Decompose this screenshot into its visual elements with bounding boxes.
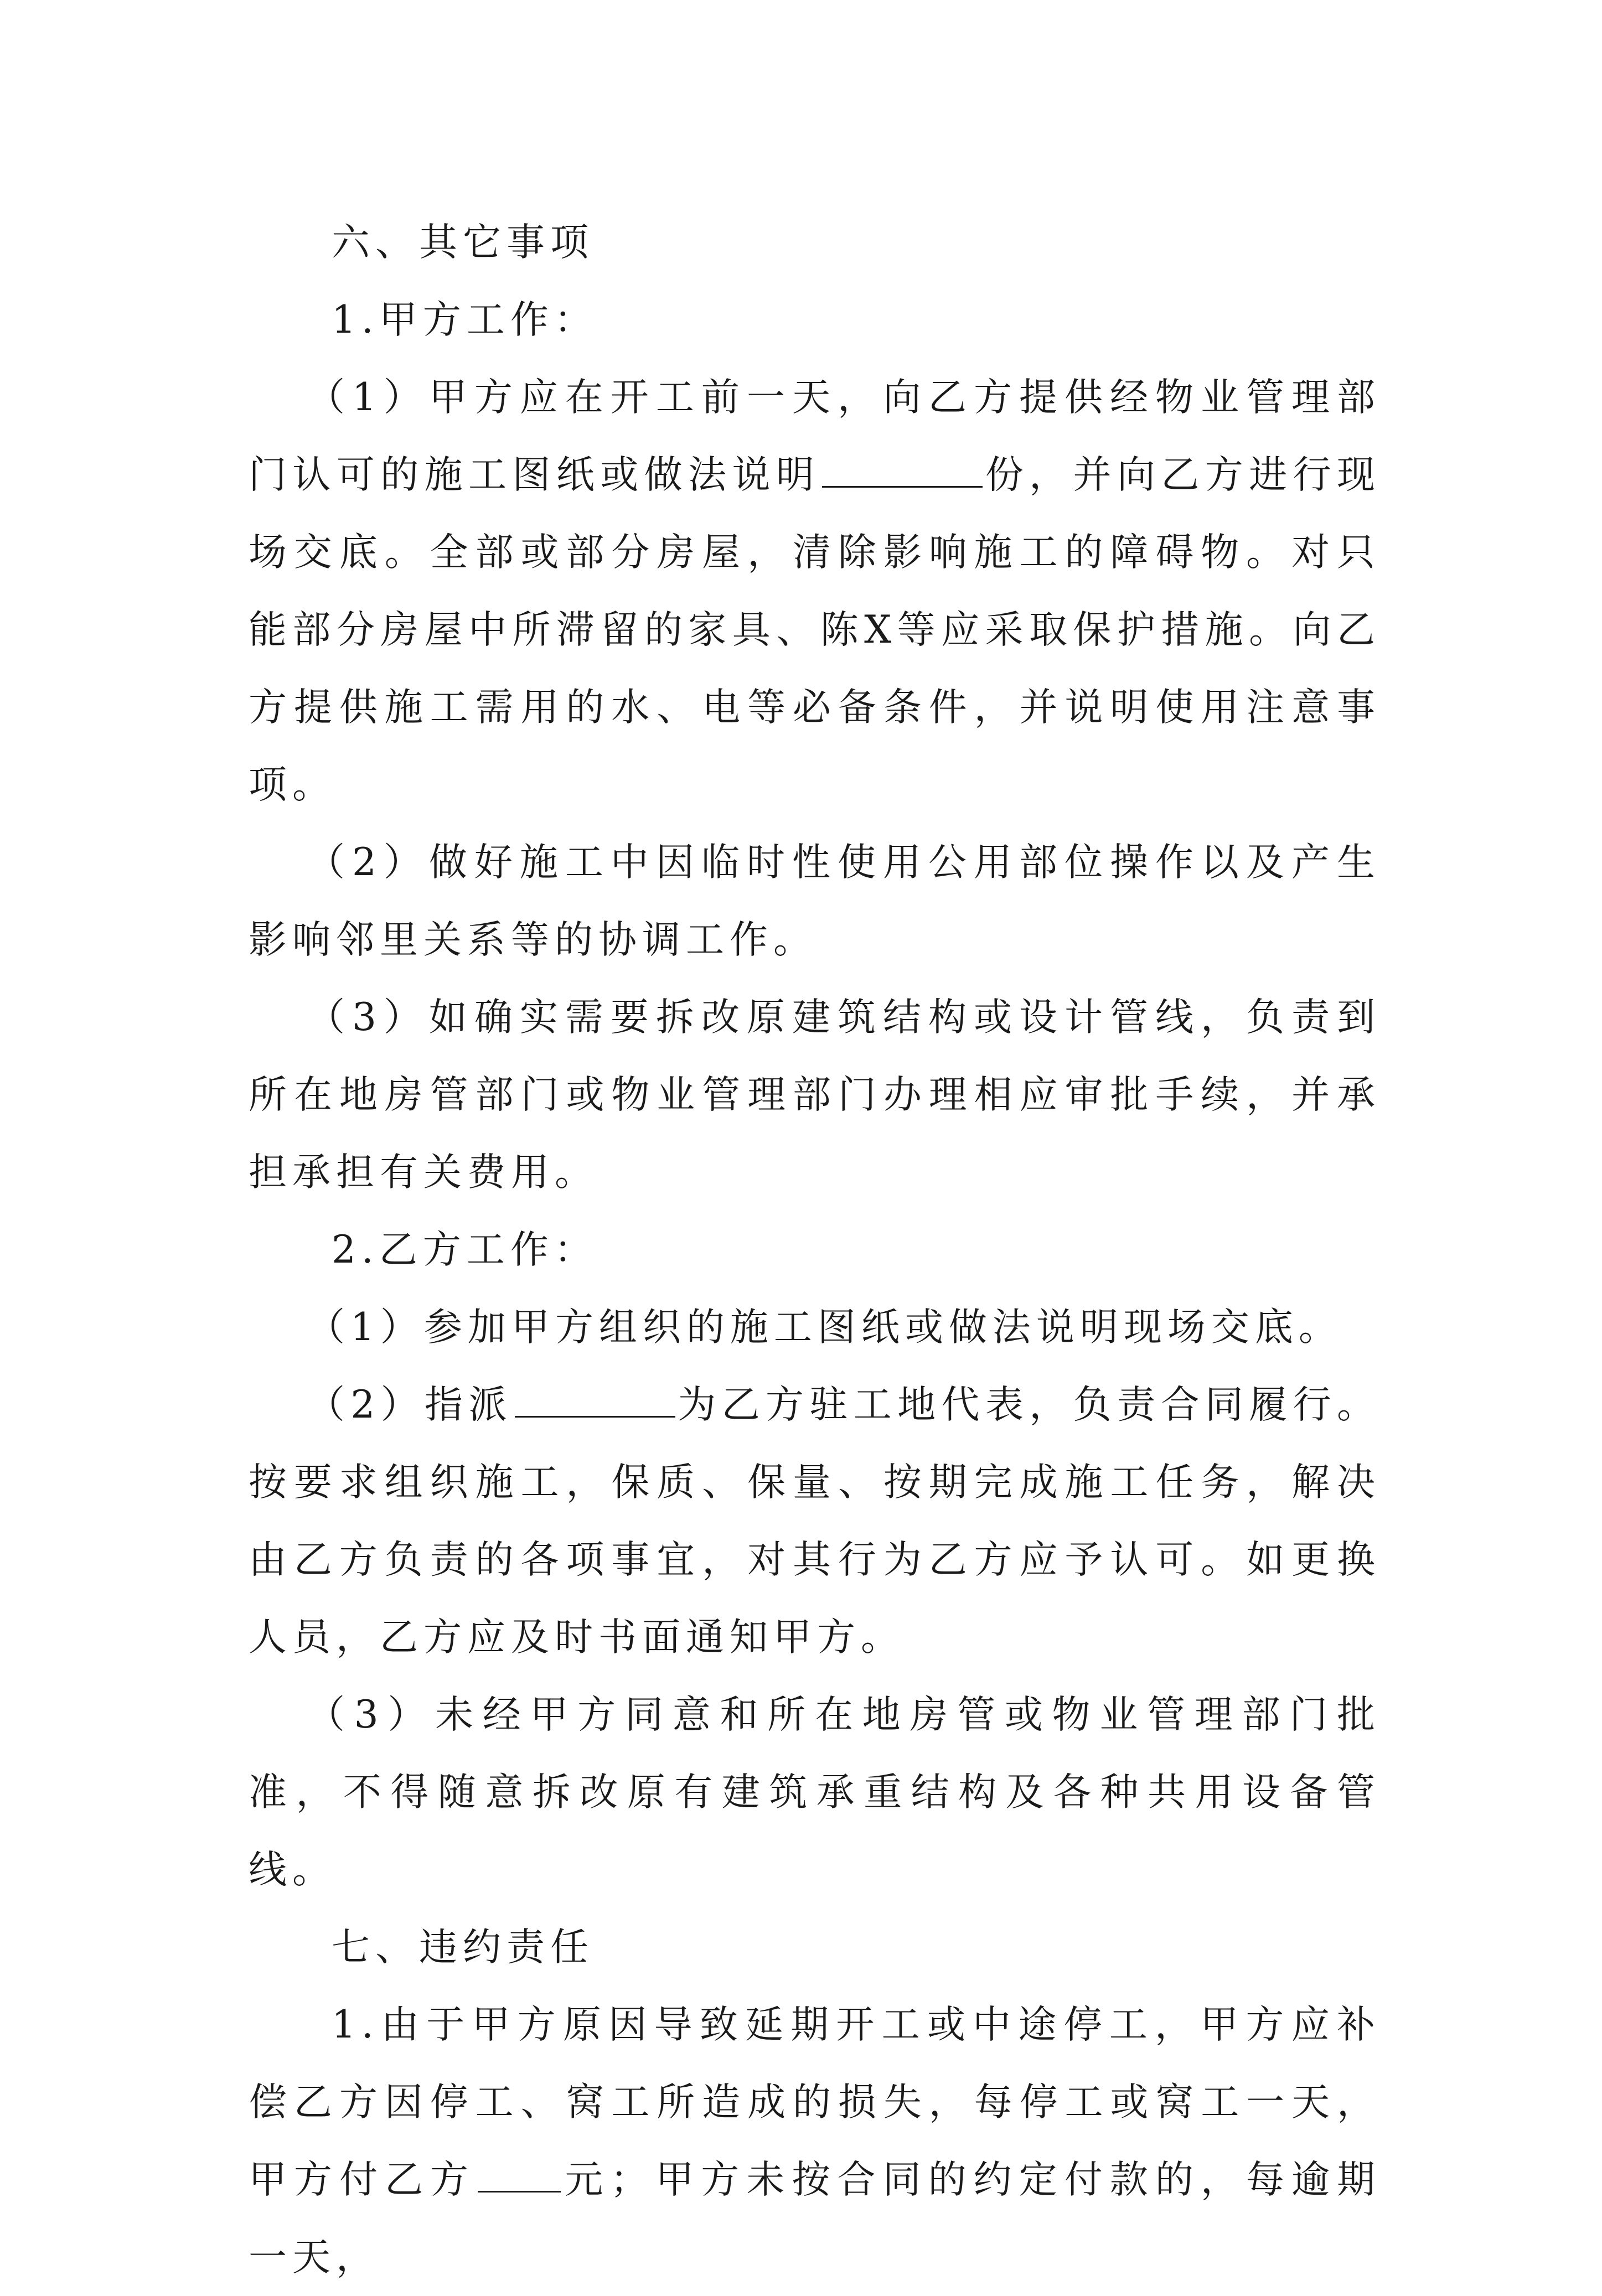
section-7-heading: 七、违约责任 [332,1925,594,1969]
compensation-amount-blank [478,2157,561,2192]
drawings-copies-blank [822,452,983,488]
site-representative-blank [515,1382,675,1418]
party-a-heading: 1.甲方工作： [332,298,598,342]
party-a-item-1 [249,359,1381,824]
party-a-item-2: （2）做好施工中因临时性使用公用部位操作以及产生影响邻里关系等的协调工作。 [249,840,1381,962]
document-body [249,204,1381,2296]
liability-item-1 [249,1986,1381,2296]
party-b-heading: 2.乙方工作： [332,1228,598,1272]
section-6-heading: 六、其它事项 [332,220,594,265]
liability-item-1-text-start: 1.由于甲方原因导致延期开工或中途停工，甲方应补偿乙方因停工、窝工所造成的损失，每停工或窝工一天，甲方付乙方 [249,2003,1381,2202]
party-b-item-2 [249,1366,1381,1676]
party-b-item-2-text-start: （2）指派 [307,1383,513,1427]
party-b-item-1: （1）参加甲方组织的施工图纸或做法说明现场交底。 [307,1305,1342,1349]
party-a-item-1-text-end: 份，并向乙方进行现场交底。全部或部分房屋，清除影响施工的障碍物。对只能部分房屋中所滞留的家具、陈X等应采取保护措施。向乙方提供施工需用的水、电等必备条件，并说明使用注意事项。 [249,453,1381,807]
party-a-item-1-text-start: （1）甲方应在开工前一天，向乙方提供经物业管理部门认可的施工图纸或做法说明 [249,375,1381,497]
party-b-item-3: （3）未经甲方同意和所在地房管或物业管理部门批准，不得随意拆改原有建筑承重结构及各种共用设备管线。 [249,1693,1381,1892]
liability-item-1-text-end: 元；甲方未按合同的约定付款的，每逾期一天， [249,2158,1381,2279]
party-a-item-3: （3）如确实需要拆改原建筑结构或设计管线，负责到所在地房管部门或物业管理部门办理相应审批手续，并承担承担有关费用。 [249,995,1381,1194]
party-b-item-2-text-end: 为乙方驻工地代表，负责合同履行。按要求组织施工，保质、保量、按期完成施工任务，解决由乙方负责的各项事宜，对其行为乙方应予认可。如更换人员，乙方应及时书面通知甲方。 [249,1383,1381,1659]
